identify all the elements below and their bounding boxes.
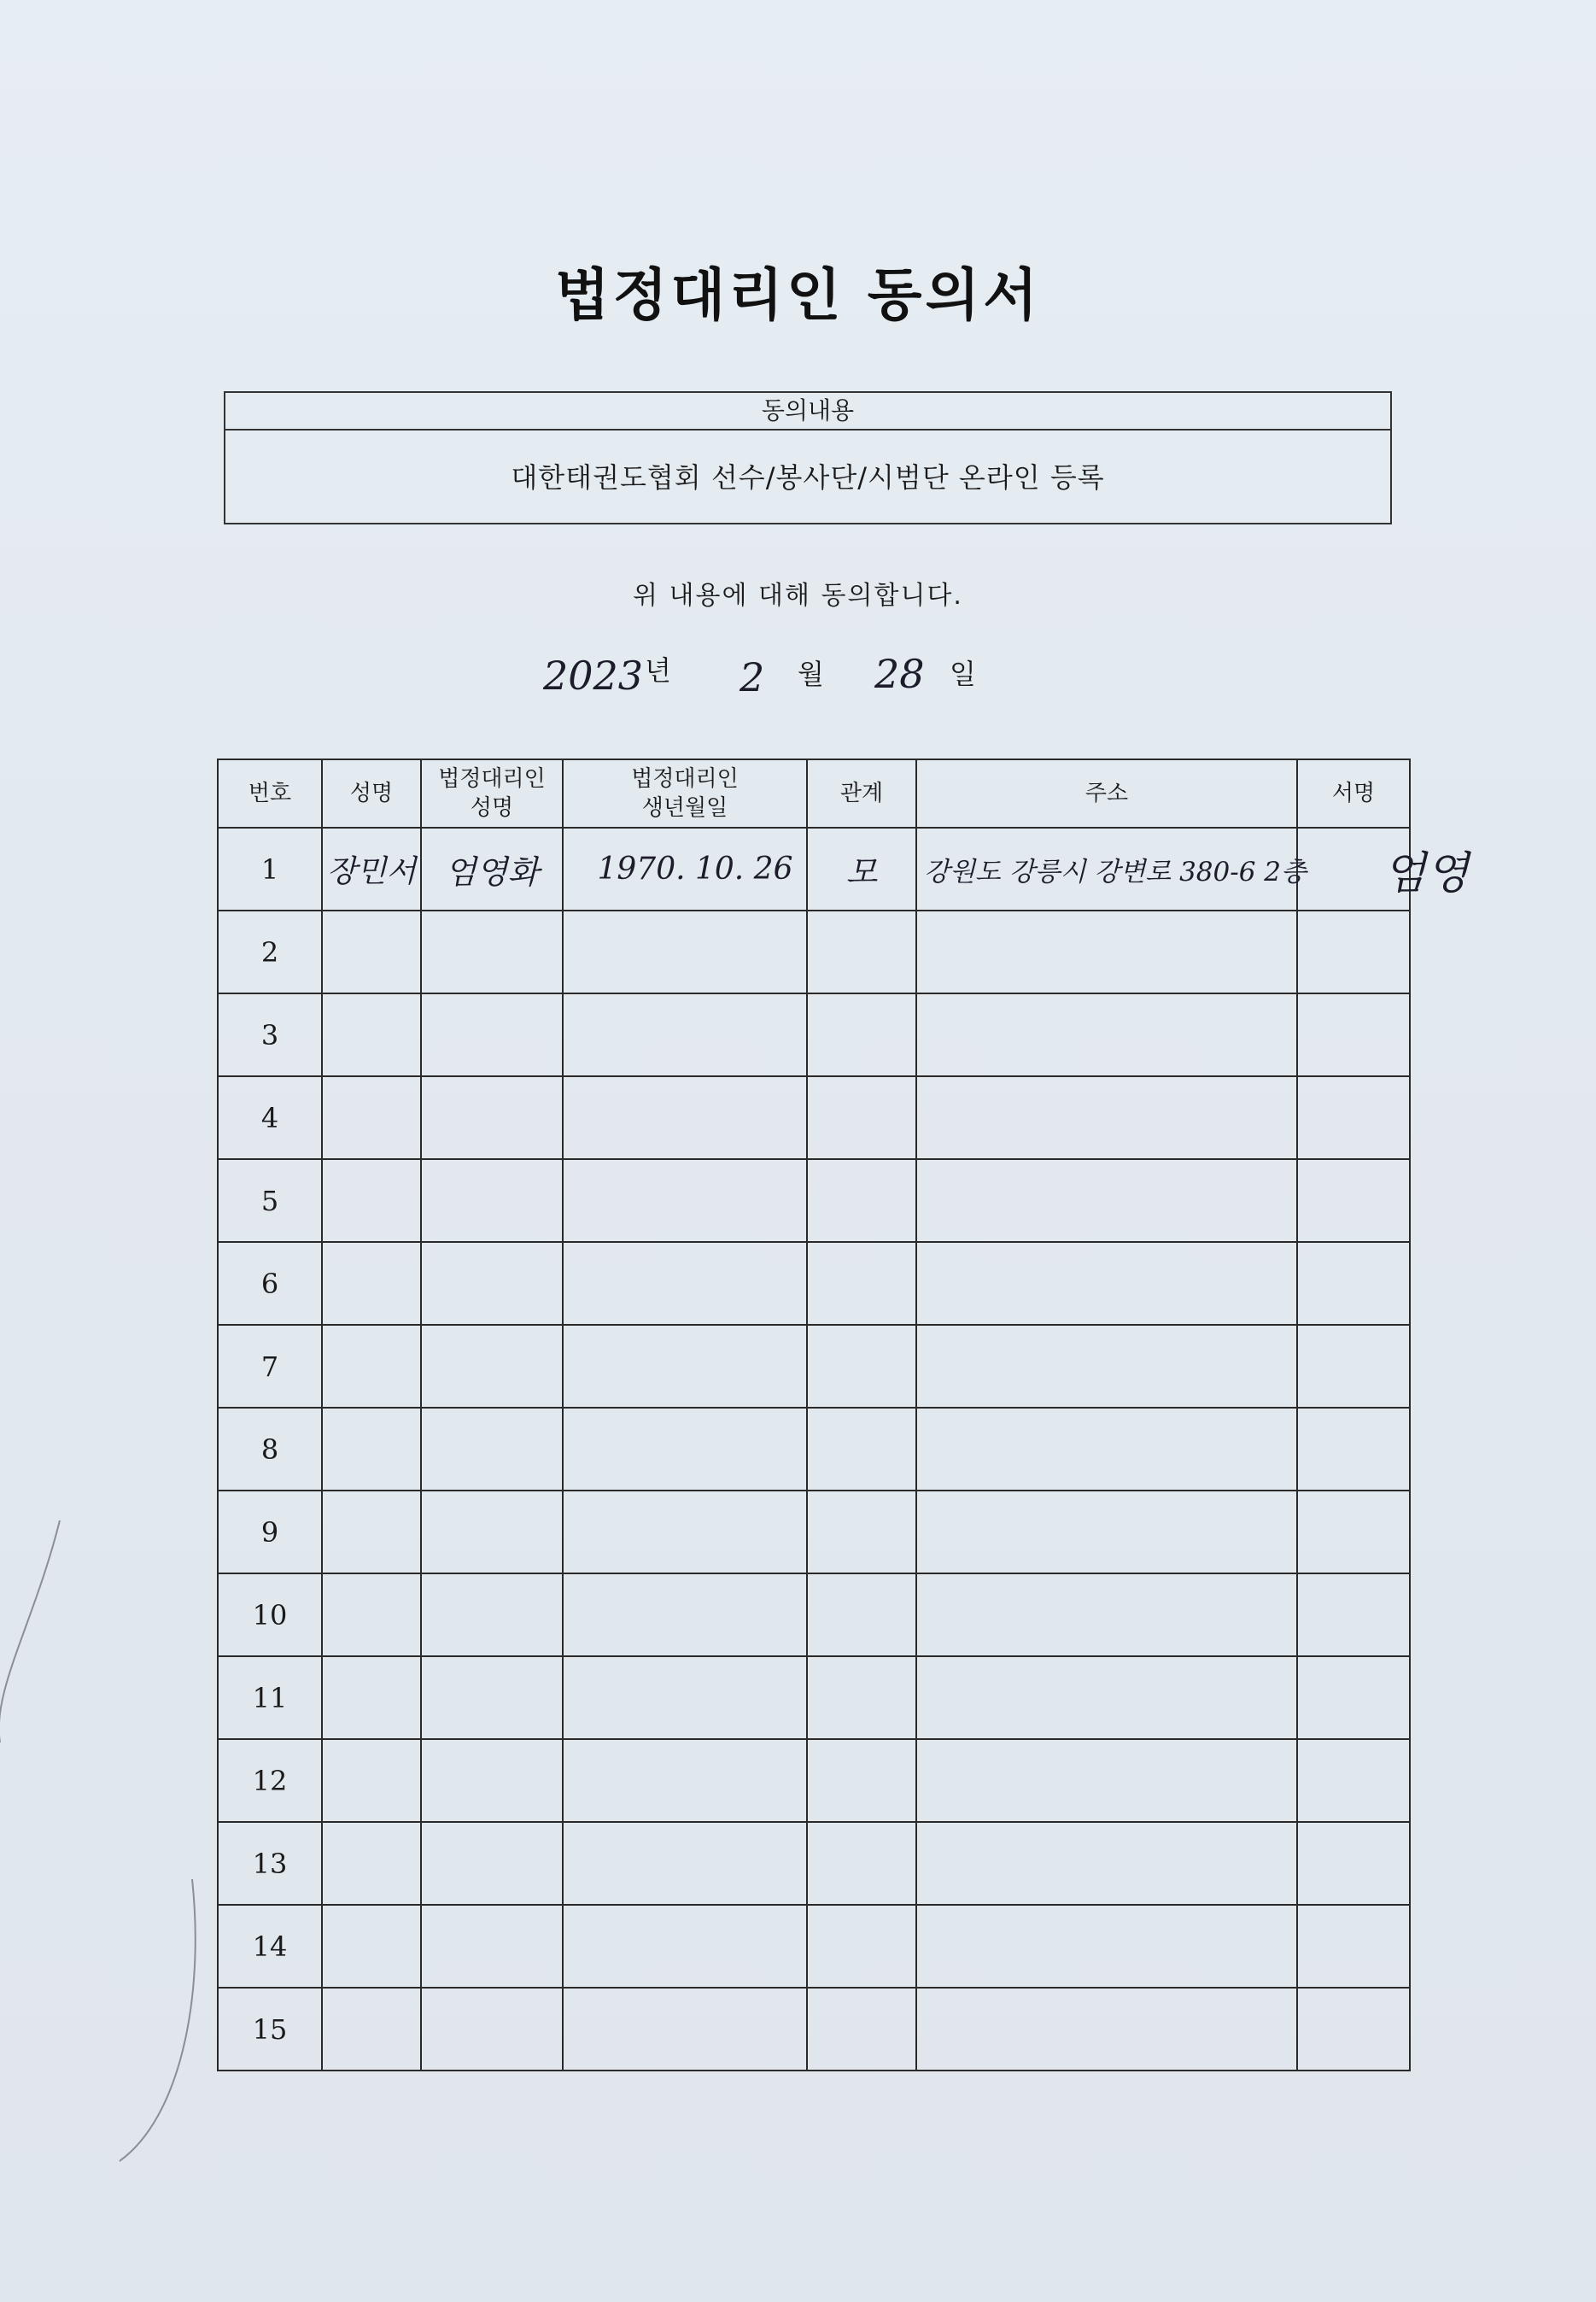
table-row: [218, 1242, 1410, 1325]
row-signature: [1297, 1988, 1410, 2071]
row-number: 15: [218, 1988, 322, 2071]
row-signature: [1297, 1325, 1410, 1408]
row-number: 9: [218, 1491, 322, 1573]
row-address: [916, 1656, 1297, 1739]
table-row: [218, 1408, 1410, 1491]
row-signature: [1297, 1076, 1410, 1159]
row-address: 강원도 강릉시 강변로 380-6 2층: [916, 828, 1297, 911]
row-relation: [807, 911, 916, 993]
row-name: [322, 993, 421, 1076]
row-address: [916, 1905, 1297, 1988]
row-guardian-name: [421, 1242, 563, 1325]
table-row: [218, 993, 1410, 1076]
row-guardian-birthdate: [563, 1822, 807, 1905]
row-relation: [807, 1739, 916, 1822]
row-guardian-name: [421, 1076, 563, 1159]
row-name: [322, 1905, 421, 1988]
date-day-handwritten: 28: [874, 651, 925, 697]
row-name: [322, 1822, 421, 1905]
row-signature: [1297, 1159, 1410, 1242]
row-relation: [807, 1491, 916, 1573]
table-row: [218, 1822, 1410, 1905]
row-relation: [807, 1408, 916, 1491]
row-relation: [807, 1988, 916, 2071]
table-row: [218, 1573, 1410, 1656]
row-number: 8: [218, 1408, 322, 1491]
row-address: [916, 1076, 1297, 1159]
row-relation: [807, 1573, 916, 1656]
row-guardian-birthdate: [563, 1573, 807, 1656]
row-address: [916, 993, 1297, 1076]
row-name: [322, 911, 421, 993]
row-relation: [807, 1242, 916, 1325]
row-number: 13: [218, 1822, 322, 1905]
row-number: 7: [218, 1325, 322, 1408]
row-number: 14: [218, 1905, 322, 1988]
row-name: [322, 1988, 421, 2071]
row-guardian-birthdate: [563, 1988, 807, 2071]
row-relation: 모: [807, 828, 916, 911]
row-name: [322, 1491, 421, 1573]
row-address: [916, 1242, 1297, 1325]
row-address: [916, 1573, 1297, 1656]
header-signature: 서명: [1297, 759, 1410, 828]
table-header-row: [218, 759, 1410, 828]
date-day-unit: 일: [950, 658, 976, 690]
pencil-stray-mark: [0, 1520, 205, 2170]
row-signature: [1297, 911, 1410, 993]
table-row: [218, 1491, 1410, 1573]
row-signature: [1297, 1573, 1410, 1656]
row-guardian-name: [421, 993, 563, 1076]
row-guardian-birthdate: [563, 1905, 807, 1988]
row-signature: [1297, 1739, 1410, 1822]
row-name: [322, 1242, 421, 1325]
row-number: 1: [218, 828, 322, 911]
row-guardian-birthdate: [563, 1076, 807, 1159]
date-month-unit: 월: [798, 658, 824, 690]
row-guardian-birthdate: [563, 911, 807, 993]
row-address: [916, 1408, 1297, 1491]
row-relation: [807, 1905, 916, 1988]
row-address: [916, 1325, 1297, 1408]
table-row: [218, 1325, 1410, 1408]
guardian-consent-table: [217, 759, 1469, 2071]
row-name: [322, 1159, 421, 1242]
row-number: 4: [218, 1076, 322, 1159]
header-guardian-name: 법정대리인 성명: [421, 759, 563, 828]
agreement-statement: 위 내용에 대해 동의합니다.: [633, 581, 963, 611]
consent-content-header: 동의내용: [225, 393, 1390, 431]
header-number: 번호: [218, 759, 322, 828]
header-guardian-birthdate: 법정대리인 생년월일: [563, 759, 807, 828]
table-row: [218, 911, 1410, 993]
row-signature: [1297, 993, 1410, 1076]
date-month-handwritten: 2: [740, 654, 765, 700]
row-relation: [807, 1325, 916, 1408]
row-signature: [1297, 1491, 1410, 1573]
row-guardian-name: [421, 1988, 563, 2071]
row-guardian-name: [421, 1159, 563, 1242]
row-signature: [1297, 1822, 1410, 1905]
row-guardian-birthdate: [563, 1408, 807, 1491]
row-guardian-name: [421, 1656, 563, 1739]
row-address: [916, 1159, 1297, 1242]
header-address: 주소: [916, 759, 1297, 828]
row-name: [322, 1656, 421, 1739]
row-guardian-birthdate: [563, 1242, 807, 1325]
row-guardian-birthdate: [563, 1656, 807, 1739]
header-name: 성명: [322, 759, 421, 828]
row-address: [916, 1988, 1297, 2071]
row-name: 장민서: [322, 828, 421, 911]
row-guardian-birthdate: [563, 1325, 807, 1408]
row-address: [916, 911, 1297, 993]
row-signature: [1297, 1242, 1410, 1325]
table-row: [218, 1076, 1410, 1159]
date-year-unit: 년: [645, 654, 671, 687]
consent-content-body: 대한태권도협회 선수/봉사단/시범단 온라인 등록: [511, 461, 1105, 494]
header-relation: 관계: [807, 759, 916, 828]
row-number: 2: [218, 911, 322, 993]
row-guardian-name: [421, 1325, 563, 1408]
table-row: [218, 828, 1410, 911]
date-line: [0, 651, 1596, 709]
table-row: [218, 1988, 1410, 2071]
consent-content-box: [224, 391, 1392, 524]
row-number: 6: [218, 1242, 322, 1325]
handwritten-signature: 엄영: [1383, 847, 1469, 899]
row-name: [322, 1739, 421, 1822]
row-guardian-birthdate: [563, 1159, 807, 1242]
row-signature: [1297, 1408, 1410, 1491]
date-year-handwritten: 2023: [543, 653, 644, 699]
row-relation: [807, 1656, 916, 1739]
row-relation: [807, 1159, 916, 1242]
table-row: [218, 1656, 1410, 1739]
row-guardian-birthdate: [563, 1491, 807, 1573]
row-guardian-name: [421, 911, 563, 993]
row-guardian-birthdate: [563, 1739, 807, 1822]
table-row: [218, 1159, 1410, 1242]
row-guardian-birthdate: [563, 993, 807, 1076]
row-guardian-birthdate: 1970. 10. 26: [563, 828, 807, 911]
row-guardian-name: [421, 1905, 563, 1988]
row-number: 5: [218, 1159, 322, 1242]
row-guardian-name: [421, 1408, 563, 1491]
row-number: 11: [218, 1656, 322, 1739]
row-guardian-name: [421, 1491, 563, 1573]
row-name: [322, 1325, 421, 1408]
row-number: 12: [218, 1739, 322, 1822]
row-guardian-name: [421, 1573, 563, 1656]
row-address: [916, 1491, 1297, 1573]
row-guardian-name: [421, 1739, 563, 1822]
row-signature: [1297, 828, 1469, 911]
row-number: 10: [218, 1573, 322, 1656]
row-guardian-name: [421, 1822, 563, 1905]
row-signature: [1297, 1905, 1410, 1988]
row-guardian-name: 엄영화: [421, 828, 563, 911]
row-name: [322, 1573, 421, 1656]
row-name: [322, 1076, 421, 1159]
row-address: [916, 1822, 1297, 1905]
row-number: 3: [218, 993, 322, 1076]
table-row: [218, 1739, 1410, 1822]
row-relation: [807, 993, 916, 1076]
row-address: [916, 1739, 1297, 1822]
table-row: [218, 1905, 1410, 1988]
row-relation: [807, 1076, 916, 1159]
row-signature: [1297, 1656, 1410, 1739]
row-relation: [807, 1822, 916, 1905]
row-name: [322, 1408, 421, 1491]
document-title: 법정대리인 동의서: [554, 262, 1042, 328]
